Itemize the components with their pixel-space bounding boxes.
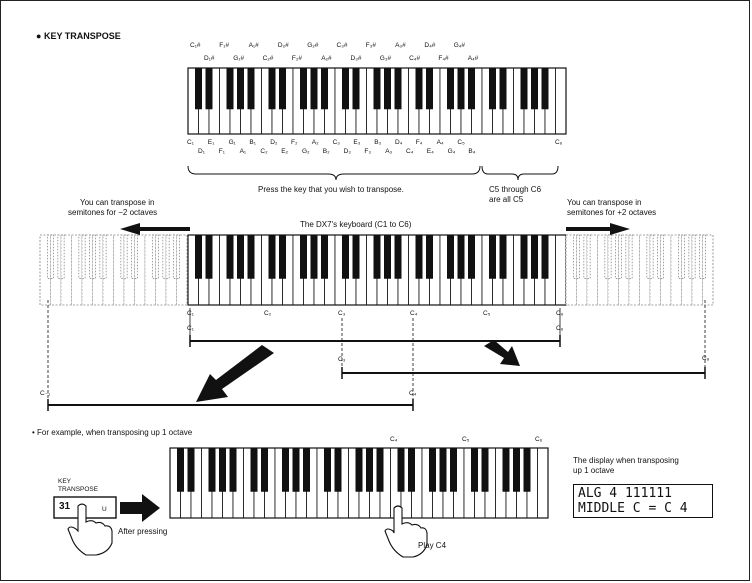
black-key: [366, 448, 372, 491]
black-key: [248, 235, 254, 278]
note-label: C₃: [332, 139, 340, 146]
c5-note-line2: are all C5: [489, 195, 524, 204]
play-c4-label: Play C4: [418, 541, 447, 550]
black-key: [542, 235, 548, 278]
black-key: [209, 448, 215, 491]
note-label: E₁: [207, 139, 215, 146]
black-key: [195, 68, 201, 109]
down-left-arrow-icon: [196, 345, 274, 402]
note-label: B₁: [249, 139, 256, 146]
black-key: [269, 68, 275, 109]
black-key: [248, 68, 254, 109]
heading-text: KEY TRANSPOSE: [43, 31, 121, 41]
keyboard-title: The DX7's keyboard (C1 to C6): [300, 220, 412, 229]
note-label: D₂#: [277, 42, 289, 49]
note-label: D₃#: [350, 55, 362, 62]
display-caption-line2: up 1 octave: [573, 466, 615, 475]
black-key: [503, 448, 509, 491]
right-arrow-icon: [566, 223, 630, 235]
example-intro: [32, 428, 192, 438]
white-key: [145, 235, 156, 305]
note-label: C₂: [260, 148, 268, 155]
black-key: [521, 68, 527, 109]
white-key: [661, 235, 672, 305]
black-key: [227, 235, 233, 278]
black-key: [300, 68, 306, 109]
black-key: [335, 448, 341, 491]
range-b-start: C₃: [338, 356, 346, 363]
white-key: [51, 235, 62, 305]
note-label: F₄: [415, 139, 423, 146]
black-key: [426, 235, 432, 278]
black-key: [489, 235, 495, 278]
note-label: C₃#: [336, 42, 348, 49]
white-key: [72, 235, 83, 305]
white-key: [166, 235, 177, 305]
note-label: A₂#: [321, 55, 332, 62]
black-key: [206, 235, 212, 278]
white-key: [135, 235, 146, 305]
button-letter: U: [102, 506, 107, 513]
black-key: [293, 448, 299, 491]
note-label: A₁#: [248, 42, 259, 49]
black-key: [353, 235, 359, 278]
note-label: B₄: [468, 148, 476, 155]
note-label: D₁: [198, 148, 205, 155]
black-key: [447, 68, 453, 109]
button-label-line2: TRANSPOSE: [58, 486, 99, 493]
black-key: [416, 235, 422, 278]
black-key: [251, 448, 257, 491]
white-key: [124, 235, 135, 305]
black-key: [468, 68, 474, 109]
black-key: [524, 448, 530, 491]
black-key: [311, 68, 317, 109]
black-key: [227, 68, 233, 109]
white-key: [82, 235, 93, 305]
black-key: [398, 448, 404, 491]
white-key: [671, 235, 682, 305]
note-label: D₃: [343, 148, 351, 155]
range-a-end: C₆: [556, 325, 564, 332]
white-key: [650, 235, 661, 305]
note-label: E₂: [281, 148, 289, 155]
lcd-line2: MIDDLE C = C 4: [578, 501, 688, 516]
note-label-c6: C₆: [555, 139, 563, 146]
key-label-c4: C₄: [410, 310, 418, 317]
lcd-line1: ALG 4 111111: [578, 486, 672, 501]
example-keyboard: [170, 448, 548, 518]
note-label: A₂: [311, 139, 319, 146]
black-key: [489, 68, 495, 109]
right-arrow-icon-example: [120, 494, 160, 522]
ghost-keyboard-right: [566, 235, 713, 305]
ghost-keyboard-left: [40, 235, 187, 305]
note-label: A₃#: [395, 42, 406, 49]
black-key: [219, 448, 225, 491]
note-label: B₂: [322, 148, 330, 155]
left-note-line1: You can transpose in: [80, 198, 155, 207]
white-key: [577, 235, 588, 305]
range-c-start: C₋₁: [40, 390, 51, 397]
black-key: [237, 235, 243, 278]
top-keyboard: [188, 68, 566, 134]
press-key-caption: Press the key that you wish to transpose.: [258, 185, 404, 194]
black-key: [416, 68, 422, 109]
note-label: G₂: [302, 148, 310, 155]
black-key: [500, 68, 506, 109]
black-key: [384, 235, 390, 278]
white-key: [692, 235, 703, 305]
black-key: [188, 448, 194, 491]
black-key: [426, 68, 432, 109]
ex-key-label-c6: C₆: [535, 436, 543, 443]
white-key: [114, 235, 125, 305]
note-label: B₃: [374, 139, 382, 146]
white-key: [629, 235, 640, 305]
black-key: [531, 235, 537, 278]
note-label: F₃#: [365, 42, 377, 49]
white-key: [566, 235, 577, 305]
white-key: [538, 448, 549, 518]
black-key: [482, 448, 488, 491]
black-key: [513, 448, 519, 491]
note-label: G₃#: [379, 55, 392, 62]
black-key: [342, 68, 348, 109]
after-pressing-label: After pressing: [118, 527, 168, 536]
black-key: [374, 68, 380, 109]
white-key: [608, 235, 619, 305]
range-c-end: C₄: [409, 390, 417, 397]
black-key: [395, 68, 401, 109]
note-label: E₃: [353, 139, 361, 146]
black-key: [177, 448, 183, 491]
button-label-line1: KEY: [58, 478, 72, 485]
bullet-dot: •: [32, 428, 35, 437]
down-right-arrow-icon: [484, 340, 520, 366]
black-key: [342, 235, 348, 278]
note-label: G₂#: [307, 42, 319, 49]
note-label: F₁: [218, 148, 225, 155]
dx7-keyboard: [188, 235, 566, 305]
note-label: A₃: [385, 148, 393, 155]
white-key: [598, 235, 609, 305]
white-key: [619, 235, 630, 305]
black-key: [447, 235, 453, 278]
brace-c5: [482, 166, 558, 180]
black-key: [377, 448, 383, 491]
black-key: [321, 235, 327, 278]
range-a-start: C₁: [187, 325, 194, 332]
white-key: [61, 235, 72, 305]
range-b-end: C₈: [702, 355, 710, 362]
note-label: G₁#: [233, 55, 245, 62]
black-key: [440, 448, 446, 491]
button-number: 31: [59, 501, 71, 512]
black-key: [269, 235, 275, 278]
key-label-c5: C₅: [483, 310, 491, 317]
note-label: A₄#: [467, 55, 479, 62]
white-key: [156, 235, 167, 305]
left-arrow-icon: [120, 223, 190, 235]
brace-main: [188, 166, 480, 180]
black-key: [429, 448, 435, 491]
black-key: [311, 235, 317, 278]
black-key: [279, 68, 285, 109]
note-label: C₄: [406, 148, 414, 155]
note-label: G₁: [228, 139, 236, 146]
note-label: C₅: [457, 139, 465, 146]
black-key: [542, 68, 548, 109]
key-label-c3: C₃: [338, 310, 346, 317]
note-label: G₄: [447, 148, 456, 155]
note-label: F₂#: [291, 55, 302, 62]
white-key: [177, 235, 188, 305]
note-label: D₄#: [424, 42, 436, 49]
right-note-line1: You can transpose in: [567, 198, 642, 207]
black-key: [261, 448, 267, 491]
black-key: [356, 448, 362, 491]
black-key: [321, 68, 327, 109]
black-key: [500, 235, 506, 278]
right-note-line2: semitones for +2 octaves: [567, 208, 657, 217]
black-key: [408, 448, 414, 491]
c5-note-line1: C5 through C6: [489, 185, 542, 194]
key-label-c6: C₆: [556, 310, 564, 317]
white-key: [587, 235, 598, 305]
display-caption-line1: The display when transposing: [573, 456, 679, 465]
note-label: F₃: [364, 148, 372, 155]
black-key: [300, 235, 306, 278]
black-key: [353, 68, 359, 109]
white-key: [40, 235, 51, 305]
black-key: [374, 235, 380, 278]
white-key: [93, 235, 104, 305]
white-key: [103, 235, 114, 305]
note-label: A₄: [436, 139, 444, 146]
black-key: [458, 235, 464, 278]
example-intro-text: For example, when transposing up 1 octave: [37, 428, 193, 437]
black-key: [303, 448, 309, 491]
black-key: [206, 68, 212, 109]
key-label-c2: C₂: [264, 310, 272, 317]
key-label-c1: C₁: [187, 310, 194, 317]
black-key: [230, 448, 236, 491]
black-key: [468, 235, 474, 278]
white-key: [640, 235, 651, 305]
note-label: G₄#: [453, 42, 466, 49]
note-label: E₄: [426, 148, 434, 155]
black-key: [195, 235, 201, 278]
note-label: D₁#: [204, 55, 215, 62]
black-key: [471, 448, 477, 491]
white-key: [703, 235, 714, 305]
black-key: [531, 68, 537, 109]
note-label: F₁#: [219, 42, 230, 49]
note-label: D₂: [270, 139, 278, 146]
white-key: [556, 235, 567, 305]
black-key: [282, 448, 288, 491]
ex-key-label-c4: C₄: [390, 436, 398, 443]
black-key: [395, 235, 401, 278]
note-label: D₄: [395, 139, 403, 146]
black-key: [450, 448, 456, 491]
note-label: A₁: [239, 148, 247, 155]
left-note-line2: semitones for −2 octaves: [68, 208, 158, 217]
note-label: F₂: [291, 139, 298, 146]
note-label: C₁#: [190, 42, 201, 49]
ex-key-label-c5: C₅: [462, 436, 470, 443]
note-label: C₄#: [409, 55, 421, 62]
black-key: [458, 68, 464, 109]
lcd-display: [573, 484, 713, 518]
note-label: F₄#: [438, 55, 449, 62]
note-label: C₁: [187, 139, 194, 146]
black-key: [237, 68, 243, 109]
white-key: [556, 68, 567, 134]
note-label: C₂#: [262, 55, 274, 62]
page-title: [36, 31, 121, 41]
black-key: [384, 68, 390, 109]
black-key: [324, 448, 330, 491]
bullet-icon: ●: [36, 31, 42, 41]
white-key: [682, 235, 693, 305]
black-key: [279, 235, 285, 278]
black-key: [521, 235, 527, 278]
